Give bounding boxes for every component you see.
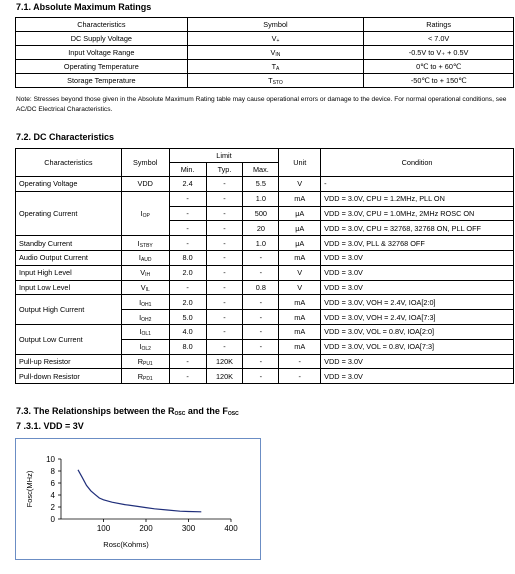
unit-cell: - — [279, 369, 321, 384]
y-tick-label: 10 — [46, 455, 55, 464]
symbol-cell: $V_{IN}$ — [187, 46, 364, 60]
header-characteristics: Characteristics — [16, 18, 188, 32]
characteristic-cell: Input Voltage Range — [16, 46, 188, 60]
typ-cell: - — [206, 221, 243, 236]
table-row — [16, 177, 514, 192]
x-tick-label: 400 — [224, 524, 238, 533]
max-cell: 1.0 — [243, 191, 279, 206]
y-tick-label: 0 — [50, 515, 55, 524]
min-cell: 2.0 — [169, 265, 206, 280]
header-ratings: Ratings — [364, 18, 514, 32]
unit-cell: mA — [279, 339, 321, 354]
table-row — [16, 324, 514, 339]
max-cell: - — [243, 265, 279, 280]
x-tick-label: 200 — [139, 524, 153, 533]
header-limit: Limit — [169, 149, 279, 163]
typ-cell: - — [206, 310, 243, 325]
section-heading-dc: 7.2. DC Characteristics — [16, 132, 115, 142]
y-tick-label: 2 — [50, 503, 55, 512]
condition-cell: VDD = 3.0V, VOH = 2.4V, IOA[2:0] — [321, 295, 514, 310]
max-cell: - — [243, 354, 279, 369]
fosc-rosc-chart-frame — [15, 438, 261, 560]
characteristic-cell: Output High Current — [16, 295, 122, 325]
table-row — [16, 191, 514, 206]
condition-cell: - — [321, 177, 514, 192]
unit-cell: μA — [279, 206, 321, 221]
unit-cell: V — [279, 280, 321, 295]
table-row — [16, 354, 514, 369]
max-cell: - — [243, 250, 279, 265]
symbol-cell: VDD — [121, 177, 169, 192]
y-axis-label: Fosc(MHz) — [25, 470, 34, 508]
max-cell: - — [243, 339, 279, 354]
rating-cell: < 7.0V — [364, 32, 514, 46]
header-characteristics: Characteristics — [16, 149, 122, 177]
characteristic-cell: Operating Voltage — [16, 177, 122, 192]
max-cell: 1.0 — [243, 236, 279, 251]
max-cell: - — [243, 295, 279, 310]
typ-cell: - — [206, 295, 243, 310]
condition-cell: VDD = 3.0V — [321, 265, 514, 280]
unit-cell: μA — [279, 221, 321, 236]
condition-cell: VDD = 3.0V, VOL = 0.8V, IOA[2:0] — [321, 324, 514, 339]
header-symbol: Symbol — [121, 149, 169, 177]
max-cell: 500 — [243, 206, 279, 221]
x-tick-label: 100 — [96, 524, 111, 533]
table-row — [16, 369, 514, 384]
symbol-cell: $I_{STBY}$ — [121, 236, 169, 251]
section-heading-absolute-max: 7.1. Absolute Maximum Ratings — [16, 2, 152, 12]
symbol-cell: $V_{IL}$ — [121, 280, 169, 295]
symbol-cell: $I_{OH1}$ — [121, 295, 169, 310]
unit-cell: mA — [279, 250, 321, 265]
characteristic-cell: Input High Level — [16, 265, 122, 280]
condition-cell: VDD = 3.0V, CPU = 1.0MHz, 2MHz ROSC ON — [321, 206, 514, 221]
section-heading-relationship: 7.3. The Relationships between the $R_{OSC}$ and the $F_{OSC}$ — [16, 406, 239, 417]
table-row — [16, 60, 514, 74]
condition-cell: VDD = 3.0V, CPU = 1.2MHz, PLL ON — [321, 191, 514, 206]
characteristic-cell: Output Low Current — [16, 324, 122, 354]
table-row — [16, 280, 514, 295]
characteristic-cell: Storage Temperature — [16, 74, 188, 88]
typ-cell: - — [206, 280, 243, 295]
symbol-cell: $I_{OL1}$ — [121, 324, 169, 339]
rating-cell: -0.5V to V₊ + 0.5V — [364, 46, 514, 60]
min-cell: 2.0 — [169, 295, 206, 310]
typ-cell: 120K — [206, 354, 243, 369]
min-cell: - — [169, 280, 206, 295]
min-cell: - — [169, 354, 206, 369]
symbol-cell: $R_{PU1}$ — [121, 354, 169, 369]
condition-cell: VDD = 3.0V, VOH = 2.4V, IOA[7:3] — [321, 310, 514, 325]
max-cell: 5.5 — [243, 177, 279, 192]
symbol-cell: $T_{STO}$ — [187, 74, 364, 88]
symbol-cell: $I_{OH2}$ — [121, 310, 169, 325]
characteristic-cell: Operating Current — [16, 191, 122, 235]
symbol-cell: $I_{OP}$ — [121, 191, 169, 235]
condition-cell: VDD = 3.0V — [321, 354, 514, 369]
min-cell: - — [169, 236, 206, 251]
typ-cell: - — [206, 191, 243, 206]
header-unit: Unit — [279, 149, 321, 177]
min-cell: 8.0 — [169, 250, 206, 265]
unit-cell: mA — [279, 324, 321, 339]
header-condition: Condition — [321, 149, 514, 177]
x-axis-label: Rosc(Kohms) — [103, 540, 149, 549]
typ-cell: - — [206, 250, 243, 265]
min-cell: 2.4 — [169, 177, 206, 192]
table-header-row — [16, 149, 514, 163]
y-tick-label: 8 — [50, 467, 55, 476]
y-tick-label: 6 — [50, 479, 55, 488]
max-cell: - — [243, 369, 279, 384]
typ-cell: 120K — [206, 369, 243, 384]
rating-cell: 0℃ to + 60℃ — [364, 60, 514, 74]
symbol-cell: $V_+$ — [187, 32, 364, 46]
typ-cell: - — [206, 206, 243, 221]
condition-cell: VDD = 3.0V — [321, 250, 514, 265]
header-typ: Typ. — [206, 163, 243, 177]
characteristic-cell: Pull-up Resistor — [16, 354, 122, 369]
unit-cell: - — [279, 354, 321, 369]
characteristic-cell: DC Supply Voltage — [16, 32, 188, 46]
condition-cell: VDD = 3.0V, PLL & 32768 OFF — [321, 236, 514, 251]
min-cell: 8.0 — [169, 339, 206, 354]
max-cell: 0.8 — [243, 280, 279, 295]
absolute-max-table — [15, 17, 514, 88]
symbol-cell: $R_{PD1}$ — [121, 369, 169, 384]
unit-cell: V — [279, 177, 321, 192]
characteristic-cell: Operating Temperature — [16, 60, 188, 74]
condition-cell: VDD = 3.0V — [321, 280, 514, 295]
subsection-heading-vdd: 7 .3.1. VDD = 3V — [16, 421, 84, 431]
rating-note: Note: Stresses beyond those given in the Absolute Maximum Rating table may cause operational errors or damage to the device. For normal operational conditions, see AC/DC Electrical Characteristics. — [16, 96, 507, 113]
header-symbol: Symbol — [187, 18, 364, 32]
typ-cell: - — [206, 177, 243, 192]
characteristic-cell: Input Low Level — [16, 280, 122, 295]
table-header-row — [16, 18, 514, 32]
table-row — [16, 295, 514, 310]
table-row — [16, 236, 514, 251]
min-cell: - — [169, 221, 206, 236]
min-cell: - — [169, 191, 206, 206]
condition-cell: VDD = 3.0V — [321, 369, 514, 384]
table-row — [16, 250, 514, 265]
table-row — [16, 46, 514, 60]
characteristic-cell: Standby Current — [16, 236, 122, 251]
table-row — [16, 265, 514, 280]
condition-cell: VDD = 3.0V, VOL = 0.8V, IOA[7:3] — [321, 339, 514, 354]
typ-cell: - — [206, 339, 243, 354]
typ-cell: - — [206, 324, 243, 339]
min-cell: 5.0 — [169, 310, 206, 325]
x-tick-label: 300 — [181, 524, 196, 533]
fosc-rosc-chart — [16, 439, 260, 559]
max-cell: - — [243, 324, 279, 339]
characteristic-cell: Pull-down Resistor — [16, 369, 122, 384]
typ-cell: - — [206, 236, 243, 251]
symbol-cell: $I_{OL2}$ — [121, 339, 169, 354]
unit-cell: mA — [279, 191, 321, 206]
series-line — [78, 470, 201, 512]
unit-cell: mA — [279, 295, 321, 310]
unit-cell: mA — [279, 310, 321, 325]
rating-cell: -50℃ to + 150℃ — [364, 74, 514, 88]
typ-cell: - — [206, 265, 243, 280]
table-row — [16, 32, 514, 46]
symbol-cell: $I_{AUD}$ — [121, 250, 169, 265]
symbol-cell: $T_A$ — [187, 60, 364, 74]
unit-cell: V — [279, 265, 321, 280]
y-tick-label: 4 — [50, 491, 55, 500]
characteristic-cell: Audio Output Current — [16, 250, 122, 265]
header-max: Max. — [243, 163, 279, 177]
max-cell: 20 — [243, 221, 279, 236]
header-min: Min. — [169, 163, 206, 177]
condition-cell: VDD = 3.0V, CPU = 32768, 32768 ON, PLL OFF — [321, 221, 514, 236]
min-cell: 4.0 — [169, 324, 206, 339]
max-cell: - — [243, 310, 279, 325]
symbol-cell: $V_{IH}$ — [121, 265, 169, 280]
min-cell: - — [169, 206, 206, 221]
dc-characteristics-table — [15, 148, 514, 384]
min-cell: - — [169, 369, 206, 384]
table-row — [16, 74, 514, 88]
unit-cell: μA — [279, 236, 321, 251]
